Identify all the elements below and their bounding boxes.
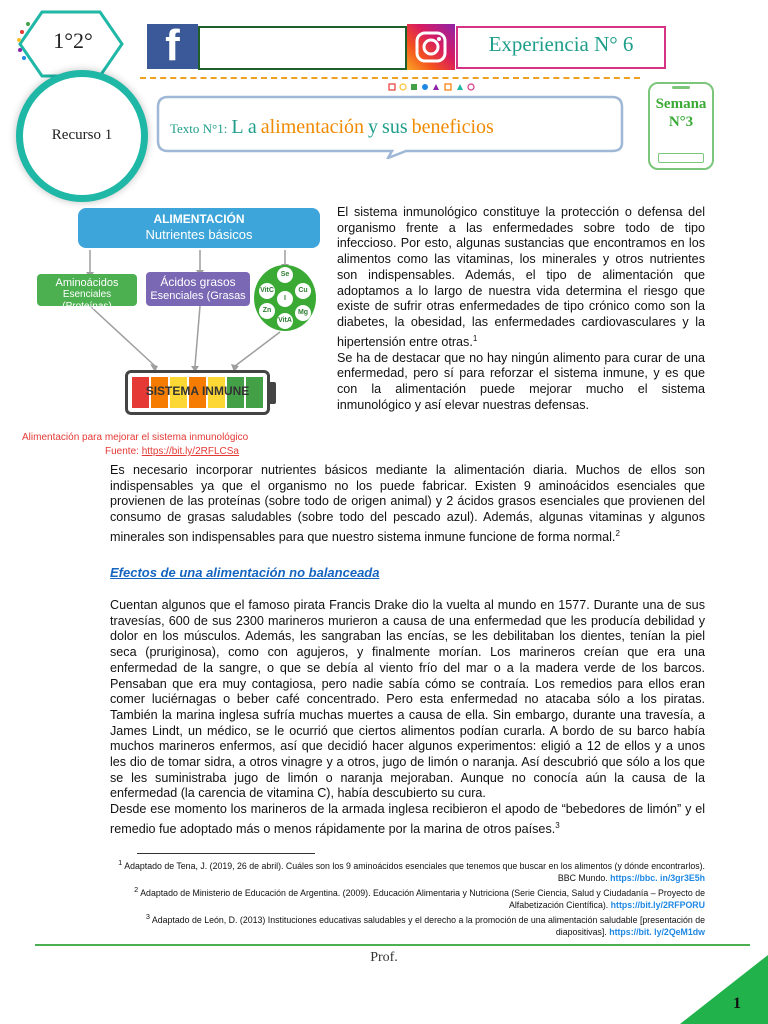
intro-p1-text: El sistema inmunológico constituye la protección o defensa del organismo frente a las enfermedades sobre todo de tipo infeccioso. Por esto, algunas sustancias que encontramos en los alimentos como las vitaminas, los minerales y otros nutrientes son indispensables. Además, el tipo de alimentación que adoptamos a lo largo de nuestra vida determina el riesgo que existe de sufrir otras enfermedades de tipo crónico como son la diabetes, la obesidad, las enfermedades cardiovasculares y la hipertensión entre otras. (337, 205, 705, 349)
text-title (170, 116, 620, 139)
week-word: Semana (655, 96, 707, 112)
intro-paragraph-2: Se ha de destacar que no hay ningún alimento para curar de una enfermedad, pero sí para reforzar el sistema inmune, y es que con la alimentación puede mejorar mucho el sistema inmunológico y así elevar nuestras defensas. (337, 350, 705, 412)
dashed-divider (140, 77, 640, 79)
amino-title: Aminoácidos (55, 277, 119, 289)
experience-label: Experiencia N° 6 (488, 32, 634, 56)
footer-divider (35, 944, 750, 946)
footnote-2-link[interactable]: https://bit.ly/2RFPORU (610, 900, 705, 911)
footnote-1-num: 1 (118, 858, 123, 867)
title-word-y: y (368, 116, 379, 138)
footnote-3-link[interactable]: https://bit. ly/2QeM1dw (609, 927, 705, 938)
corner-triangle (680, 955, 768, 1024)
title-word-la: L a (231, 116, 257, 138)
footnote-1-link[interactable]: https://bbc. in/3gr3E5h (610, 873, 705, 884)
intro-paragraph-1 (337, 205, 705, 351)
story-text (110, 598, 705, 838)
section-heading: Efectos de una alimentación no balanceada (110, 565, 380, 580)
title-word-beneficios: beneficios (411, 116, 494, 138)
footnote-2 (110, 884, 705, 912)
story-paragraph: Cuentan algunos que el famoso pirata Francis Drake dio la vuelta al mundo en 1577. Durante una de sus travesías, 600 de sus 2300 marineros murieron a causa de una enfermedad que les producía debilidad y dolor en los músculos. Además, les sangraban las encías, se les debilitaban los dientes, tenían la piel seca (pruriginosa), como con agujeros, y finalmente morían. Los marineros creían que era una enfermedad de la sangre, o que se debía al viento frío del mar o a la madera verde de los barcos. Pensaban que era muy contagiosa, pero nadie sabía cómo se contraía. Los remedios para ellos eran comer luciérnagas o beber café concentrado. Pero esta enfermedad no atacaba sólo a los piratas. También la marina inglesa sufría muchas muertes a causa de ella. Sin embargo, durante una travesía, a James Lindt, un médico, se le ocurrió que ciertos alimentos podían curarla. A bordo de su barco había muchos marineros enfermos, así que decidió hacer algunos experimentos: eligió a 12 de ellos y a unos les dio de tomar sidra, a otros vinagre y a otros, jugo de limón o naranja. Así descubrió que sólo a los que se les suministraba jugo de limón o naranja mejoraban. Aunque no conocía aún la causa de la enfermedad (la carencia de vitamina C), había descubierto su cura. (110, 598, 705, 801)
footnote-3 (110, 911, 705, 939)
mineral-mg: Mg (295, 305, 311, 321)
mineral-i: I (277, 291, 293, 307)
decorative-shapes-icon (387, 82, 477, 92)
phone-speaker (672, 86, 690, 89)
phone-home-bar (658, 153, 704, 163)
battery-tip (270, 382, 276, 404)
fatty-subtitle: Esenciales (Grasas (150, 290, 246, 302)
vitamin-a: VitA (277, 313, 293, 329)
vitamin-c: VitC (259, 283, 275, 299)
teacher-label: Prof. (370, 950, 398, 965)
title-word-sus: sus (382, 116, 408, 138)
conclusion-text: Desde ese momento los marineros de la armada inglesa recibieron el apodo de “bebedores de limón” y el remedio fue adoptado más o menos rápidamente por la marina de otros países. (110, 802, 705, 837)
source-link[interactable]: https://bit.ly/2RFLCSa (141, 446, 239, 457)
fatty-acids-box (146, 272, 250, 306)
mineral-zn: Zn (259, 303, 275, 319)
facebook-glyph: f (165, 21, 180, 70)
footnote-1-text: Adaptado de Tena, J. (2019, 26 de abril). Cuáles son los 9 aminoácidos esenciales que tenemos que buscar en los alimentos (y dónde encontrarlos). BBC Mundo. (124, 860, 705, 884)
vitamins-minerals-circle (254, 265, 316, 331)
footnote-1 (110, 857, 705, 885)
mineral-cu: Cu (295, 283, 311, 299)
title-prefix: Texto N°1: (170, 121, 228, 136)
footnote-ref-1: 1 (472, 333, 478, 343)
week-number: N°3 (668, 114, 694, 130)
fatty-title: Ácidos grasos (160, 275, 236, 289)
footnote-rule (137, 853, 315, 854)
intro-text (337, 205, 705, 413)
title-word-alimentacion: alimentación (260, 116, 365, 138)
footnote-ref-2: 2 (615, 528, 620, 538)
source-prefix: Fuente: (105, 446, 139, 457)
vitamin-se: Se (277, 267, 293, 283)
footnote-2-text: Adaptado de Ministerio de Educación de Argentina. (2009). Educación Alimentaria y Nutriciona (Serie Ciencia, Salud y Ciudadanía – Proyecto de Alfabetización Científica). (140, 887, 705, 911)
figure-source (22, 446, 322, 457)
footnote-ref-3: 3 (555, 820, 560, 830)
week-label (648, 95, 714, 131)
amino-acids-box (37, 274, 137, 312)
footnote-3-num: 3 (145, 912, 150, 921)
figure-caption: Alimentación para mejorar el sistema inmunológico (22, 432, 249, 443)
instagram-icon[interactable] (407, 24, 455, 70)
name-field[interactable] (198, 26, 407, 70)
amino-subtitle: Esenciales (Proteínas) (62, 289, 112, 312)
page-number: 1 (733, 995, 741, 1012)
nutrients-text: Es necesario incorporar nutrientes básicos mediante la alimentación diaria. Muchos de ellos son indispensables ya que el organismo no los puede fabricar. Existen 9 aminoácidos esenciales que provienen de las proteínas (sobre todo de origen animal) y 2 ácidos grasos esenciales que provienen del consumo de grasas saludables (sobre todo del pescado azul). Además, algunas vitaminas y algunos minerales son indispensables para que nuestro sistema inmune funcione de forma normal. (110, 463, 705, 544)
grade-label: 1°2° (53, 28, 93, 53)
footnote-3-text: Adaptado de León, D. (2013) Instituciones educativas saludables y el derecho a la promoción de una alimentación saludable [presentación de diapositivas]. (151, 914, 705, 938)
nutrients-paragraph (110, 463, 705, 546)
nutrition-subtitle: Nutrientes básicos (145, 227, 253, 242)
footnote-2-num: 2 (134, 885, 139, 894)
nutrition-title-box (78, 208, 320, 248)
conclusion-paragraph (110, 802, 705, 838)
resource-label: Recurso 1 (51, 127, 113, 143)
nutrition-title: ALIMENTACIÓN (153, 212, 245, 226)
battery-label: SISTEMA INMUNE (145, 384, 250, 398)
